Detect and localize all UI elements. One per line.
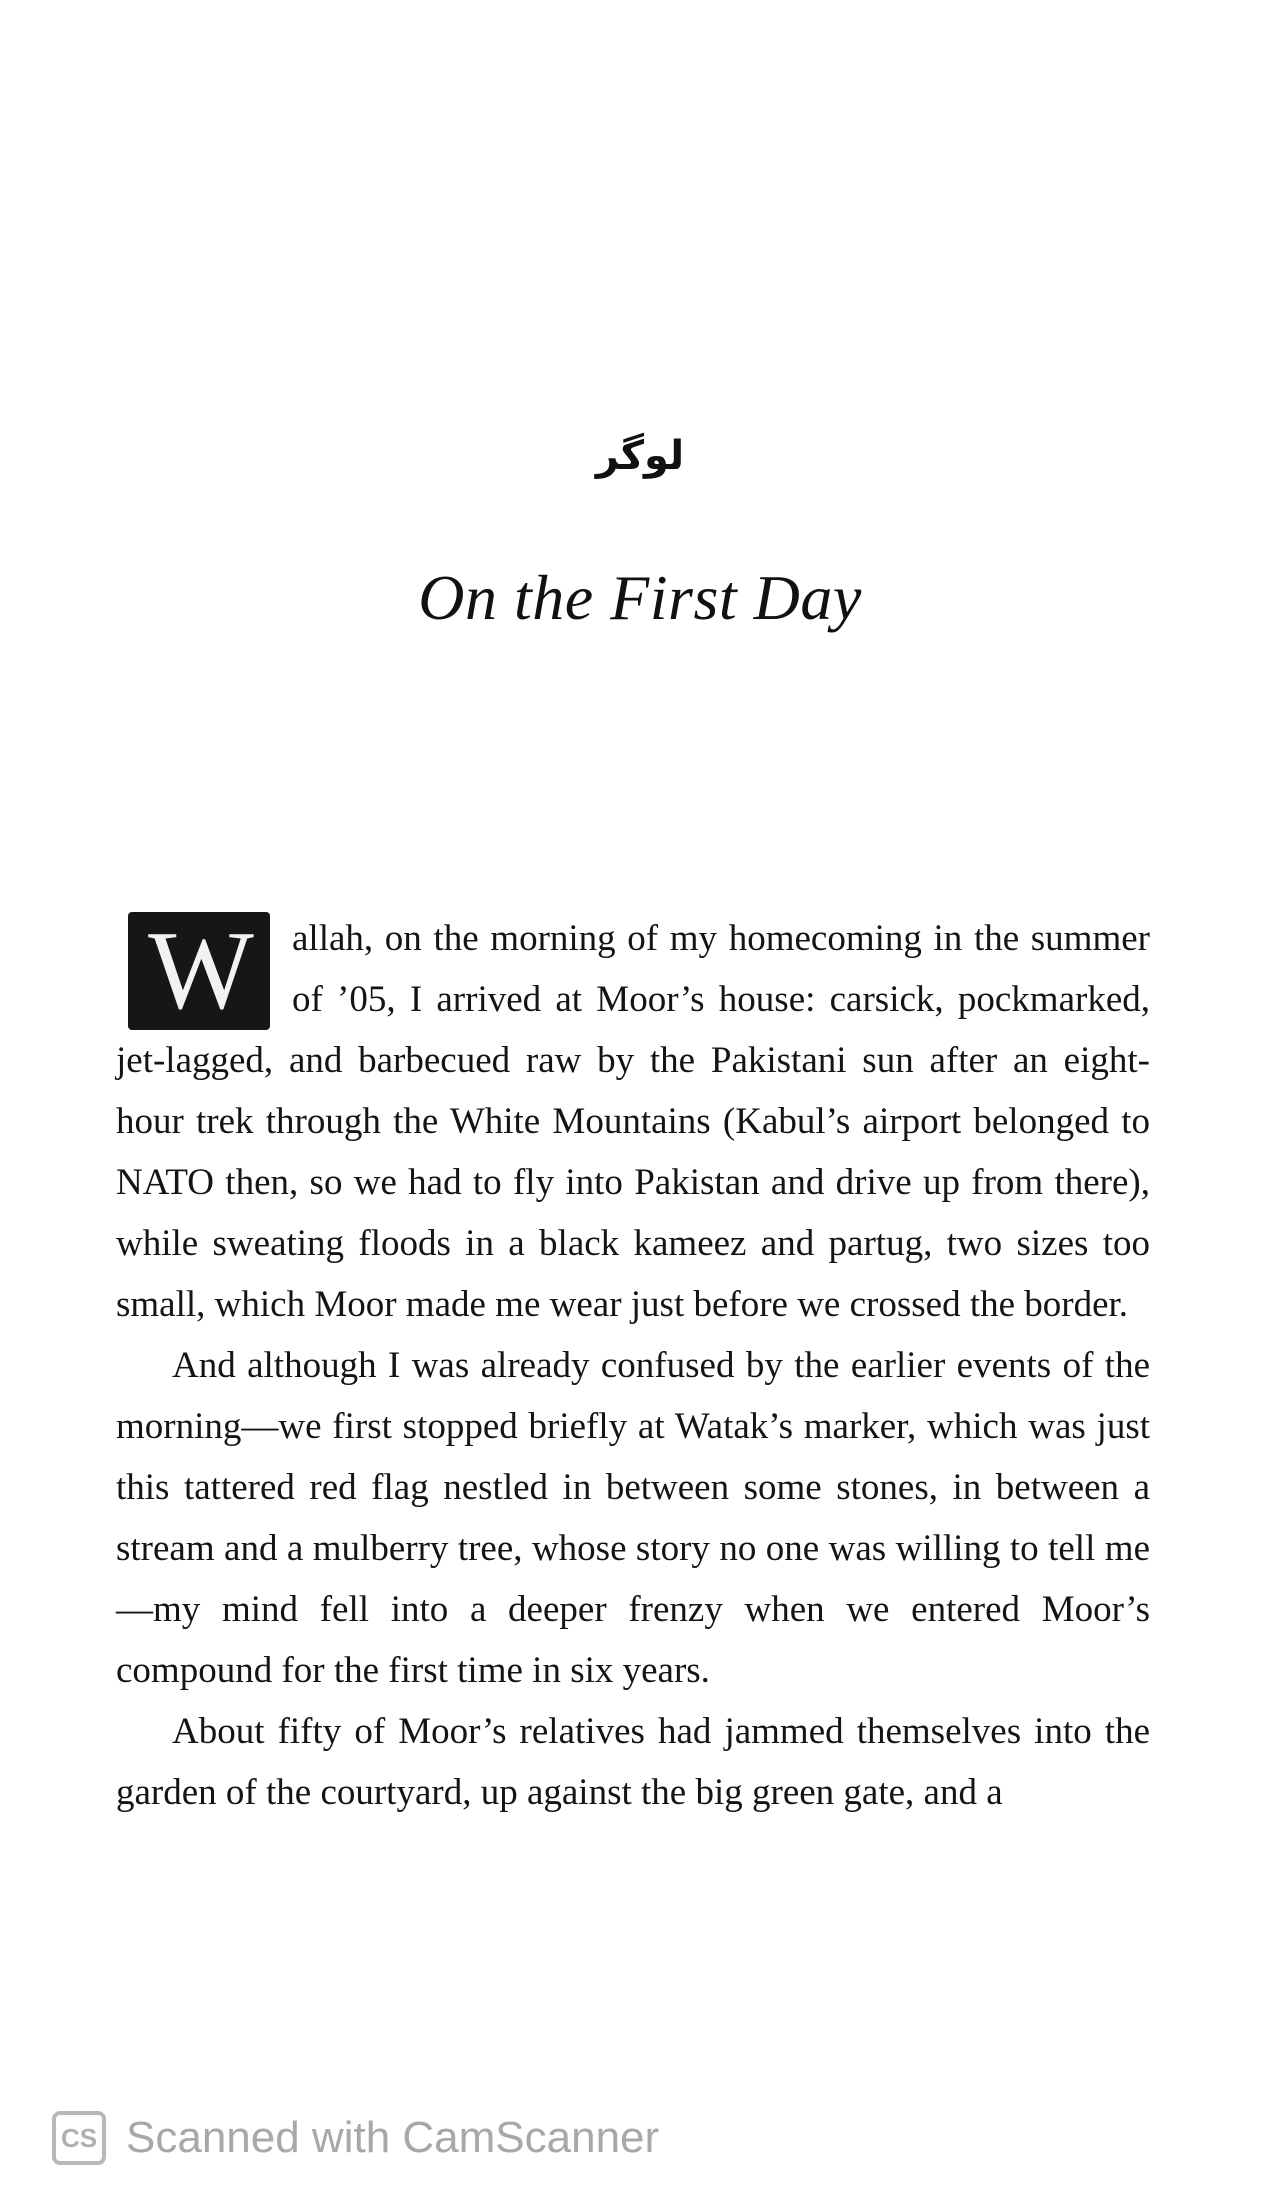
paragraph-2: And although I was already confused by the earlier events of the morning—we first stopped briefly at Watak’s marker, which was just this tattered red flag nestled in between some stones, in between a stream and a mulberry tree, whose story no one was willing to tell me—my mind fell into a deeper frenzy when we entered Moor’s compound for the first time in six years. xyxy=(116,1345,1150,1691)
chapter-title: On the First Day xyxy=(418,562,862,633)
camscanner-logo-icon: CS xyxy=(52,2111,106,2165)
camscanner-watermark xyxy=(52,2108,659,2168)
chapter-body xyxy=(116,908,1150,1823)
drop-cap-ornament: W xyxy=(128,912,270,1030)
paragraph-1 xyxy=(116,908,1150,1335)
watermark-text: Scanned with CamScanner xyxy=(126,2113,660,2162)
arabic-heading: لوگر xyxy=(595,433,685,479)
paragraph-1-text: allah, on the morning of my homecoming in the summer of ’05, I arrived at Moor’s house: carsick, pockmarked, jet-lagged, and barbecued raw by the Pakistani sun after an eight-hour trek through the White Mountains (Kabul’s airport belonged to NATO then, so we had to fly into Pakistan and drive up from there), while sweating floods in a black kameez and partug, two sizes too small, which Moor made me wear just before we crossed the border. xyxy=(116,918,1150,1325)
paragraph-3: About fifty of Moor’s relatives had jammed themselves into the garden of the courtyard, up against the big green gate, and a xyxy=(116,1711,1150,1813)
